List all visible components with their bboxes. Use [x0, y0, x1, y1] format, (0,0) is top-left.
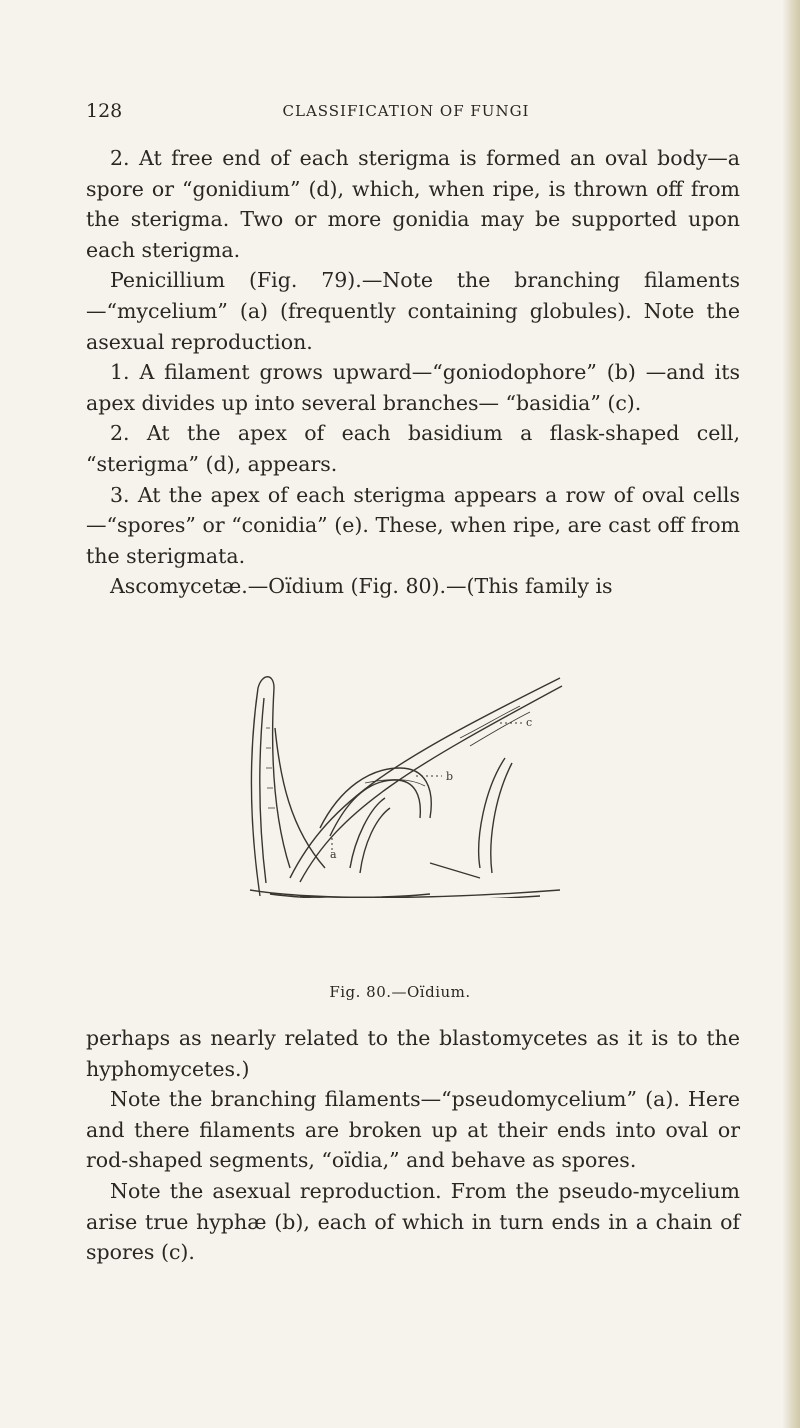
running-head: CLASSIFICATION OF FUNGI — [282, 102, 530, 120]
paragraph: 3. At the apex of each sterigma appears a row of oval cells—“spores” or “conidia” (e). These, when ripe, are cast off from the sterigmata. — [86, 482, 740, 568]
paragraph: Note the branching filaments—“pseudomycelium” (a). Here and there filaments are broken up at their ends into oval or rod-shaped segments, “oïdia,” and behave as spores. — [86, 1087, 740, 1173]
body-text-bottom — [86, 1023, 740, 1268]
page-header — [86, 100, 726, 132]
body-text-top — [86, 143, 740, 602]
figure-oidium — [230, 668, 570, 898]
figure-caption: Fig. 80.—Oïdium. — [329, 983, 471, 1001]
oidium-illustration — [230, 668, 570, 898]
page-edge-shadow — [782, 0, 800, 1428]
paragraph: Note the asexual reproduction. From the pseudo-mycelium arise true hyphæ (b), each of which in turn ends in a chain of spores (c). — [86, 1178, 740, 1265]
paragraph: Ascomycetæ.—Oïdium (Fig. 80).—(This family is — [110, 574, 613, 599]
label-c: c — [526, 716, 533, 729]
paragraph: 1. A filament grows upward—“goniodophore” (b) —and its apex divides up into several branches— “basidia” (c). — [86, 360, 740, 415]
paragraph: 2. At the apex of each basidium a flask-shaped cell, “sterigma” (d), appears. — [86, 421, 740, 476]
label-b: b — [446, 770, 454, 783]
label-a: a — [330, 848, 337, 861]
page-number: 128 — [86, 100, 123, 122]
paragraph: 2. At free end of each sterigma is formed an oval body—a spore or “gonidium” (d), which, when ripe, is thrown off from the sterigma. Two or more gonidia may be supported upon each sterigma. — [86, 146, 740, 262]
paragraph: Penicillium (Fig. 79).—Note the branching filaments —“mycelium” (a) (frequently containing globules). Note the asexual reproduction. — [86, 268, 740, 354]
paragraph: perhaps as nearly related to the blastomycetes as it is to the hyphomycetes.) — [86, 1026, 740, 1081]
